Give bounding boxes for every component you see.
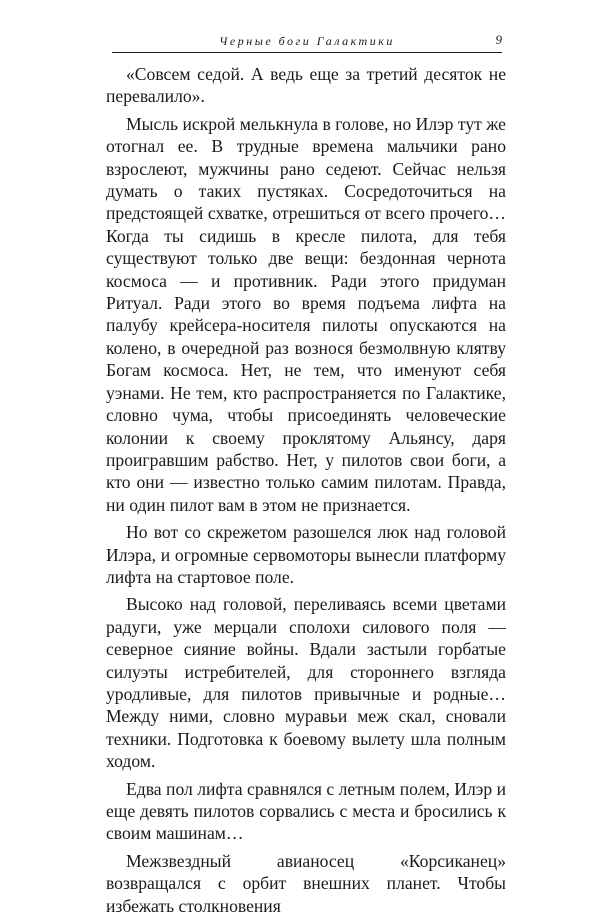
running-title: Черные боги Галактики	[219, 34, 395, 48]
paragraph: Межзвездный авианосец «Корсиканец» возвращался с орбит внешних планет. Чтобы избежать столкновения	[106, 850, 506, 916]
paragraph: Но вот со скрежетом разошелся люк над головой Илэра, и огромные сервомоторы вынесли платформу лифта на стартовое поле.	[106, 522, 506, 587]
paragraph: Высоко над головой, переливаясь всеми цветами радуги, уже мерцали сполохи силового поля — северное сияние войны. Вдали застыли горбатые силуэты истребителей, для стороннего взгляда уродливые, для пилотов привычные и родные… Между ними, словно муравьи меж скал, сновали техники. Подготовка к боевому вылету шла полным ходом.	[106, 594, 506, 772]
running-header	[112, 30, 502, 53]
body-text	[106, 63, 506, 922]
page-number: 9	[495, 32, 502, 47]
paragraph: Едва пол лифта сравнялся с летным полем, Илэр и еще девять пилотов сорвались с места и бросились к своим машинам…	[106, 778, 506, 844]
paragraph: Мысль искрой мелькнула в голове, но Илэр тут же отогнал ее. В трудные времена мальчики рано взрослеют, мужчины рано седеют. Сейчас нельзя думать о таких пустяках. Сосредоточиться на предстоящей схватке, отрешиться от всего прочего… Когда ты сидишь в кресле пилота, для тебя существуют только две вещи: бездонная чернота космоса — и противник. Ради этого придуман Ритуал. Ради этого во время подъема лифта на палубу крейсера-носителя пилоты опускаются на колено, в очередной раз вознося безмолвную клятву Богам космоса. Нет, не тем, что именуют себя уэнами. Не тем, кто распространяется по Галактике, словно чума, чтобы присоединять человеческие колонии к своему проклятому Альянсу, даря проигравшим рабство. Нет, у пилотов свои боги, а кто они — известно только самим пилотам. Правда, ни один пилот вам в этом не признается.	[106, 113, 506, 515]
paragraph: «Совсем седой. А ведь еще за третий десяток не перевалило».	[106, 64, 506, 107]
